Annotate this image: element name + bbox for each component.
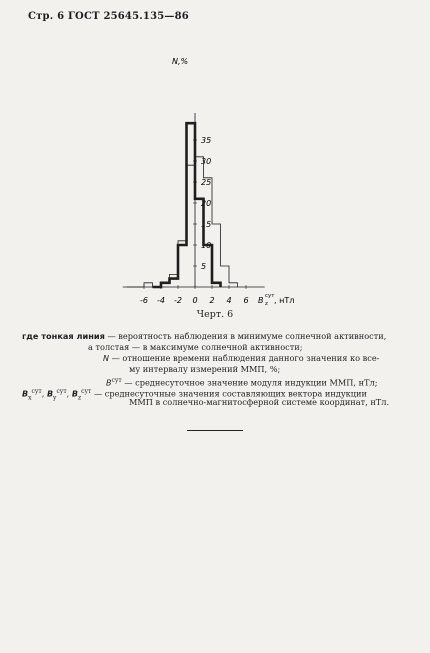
bz-sub: z	[77, 394, 82, 402]
note-line-1	[22, 331, 386, 342]
y-tick-label: 30	[201, 157, 212, 166]
bx-term: B	[22, 389, 29, 399]
y-axis-label: N,%	[172, 57, 189, 66]
page-header: Стр. 6 ГОСТ 25645.135—86	[28, 11, 189, 22]
svg-text:z: z	[265, 301, 268, 307]
x-tick-label: 4	[226, 296, 232, 305]
x-tick-label: -2	[174, 296, 182, 305]
y-tick-label: 35	[201, 136, 212, 145]
svg-text:B: B	[258, 296, 264, 305]
y-tick-label: 25	[201, 178, 212, 187]
n-term: N	[103, 354, 109, 363]
note-line-6-text: — среднесуточные значения составляющих вектора индукции	[93, 388, 367, 399]
thin-line-term: где тонкая линия	[22, 331, 105, 341]
x-tick-label: -4	[157, 296, 165, 305]
note-line-5-text: — среднесуточное значение модуля индукции ММП, нТл;	[124, 377, 378, 388]
bx-sup: сут	[31, 388, 42, 395]
bx-sub: x	[28, 394, 32, 402]
x-tick-label: 2	[209, 296, 215, 305]
divider-rule	[187, 430, 243, 431]
thin-line-path	[127, 157, 238, 287]
y-tick-label: 5	[201, 262, 207, 271]
x-tick-label: 0	[192, 296, 198, 305]
by-term: B	[46, 389, 54, 399]
by-sub: y	[53, 394, 57, 402]
by-sup: сут	[56, 388, 67, 395]
note-line-4: му интервалу измерений ММП, %;	[129, 364, 281, 374]
svg-text:сут: сут	[265, 293, 275, 299]
note-line-7: ММП в солнечно-магнитосферной системе координат, нТл.	[129, 397, 390, 407]
x-axis-label	[258, 293, 294, 307]
thin-line-path-bin	[144, 283, 153, 287]
b-term: B	[106, 378, 112, 388]
note-line-2: а толстая — в максимуме солнечной активности;	[88, 342, 303, 352]
histogram-chart	[0, 0, 430, 320]
x-tick-label: -6	[140, 296, 148, 305]
y-tick-label: 20	[201, 199, 212, 208]
figure-caption: Черт. 6	[196, 309, 234, 320]
note-line-6: $B_x^{сут}$, $B_y^{сут}$, $B_z^{сут}$ — среднесуточные значения составляющих вектора индукции	[22, 388, 367, 402]
bz-sup: сут	[81, 388, 92, 395]
x-tick-label: 6	[243, 296, 249, 305]
y-tick-label: 15	[201, 220, 212, 229]
svg-text:, нТл: , нТл	[274, 296, 295, 305]
thin-line-path-bin	[229, 283, 238, 287]
bz-term: B	[71, 389, 78, 399]
b-term-sup: сут	[111, 377, 122, 384]
note-line-3	[103, 353, 379, 364]
y-tick-label: 10	[201, 241, 212, 250]
note-line-3-text: — отношение времени наблюдения данного значения ко все-	[111, 353, 380, 363]
thin-line-series	[127, 157, 238, 287]
note-line-1-text: — вероятность наблюдения в минимуме солнечной активности,	[107, 331, 387, 341]
